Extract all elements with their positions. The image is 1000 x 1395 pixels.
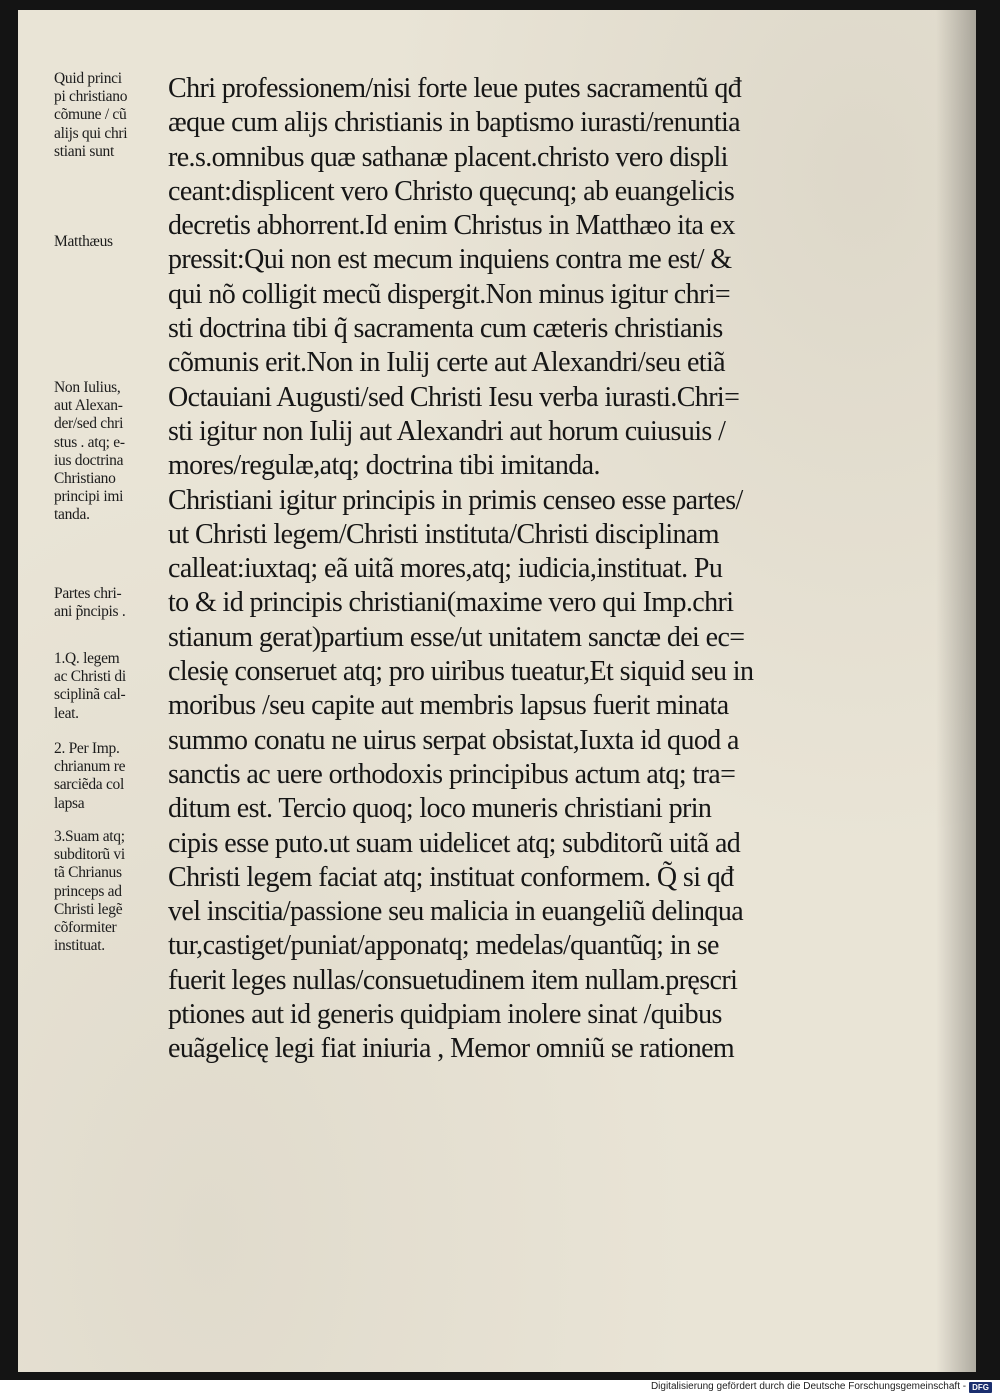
- margin-note-line: princeps ad: [54, 882, 122, 900]
- margin-note-line: tã Chrianus: [54, 864, 122, 882]
- margin-note-line: 3.Suam atq;: [54, 828, 125, 845]
- margin-note-line: Christi legẽ: [54, 900, 123, 918]
- text-line: ut Christi legem/Christi instituta/Christi disciplinam: [168, 518, 719, 550]
- text-line: re.s.omnibus quæ sathanæ placent.christo vero displi: [168, 141, 728, 173]
- text-line: ptiones aut id generis quidpiam inolere sinat /quibus: [168, 999, 722, 1031]
- margin-note-line: stus . atq; e-: [54, 433, 125, 451]
- margin-note-line: stiani sunt: [54, 142, 114, 160]
- main-text-block: [168, 72, 893, 1067]
- margin-note-line: 1.Q. legem: [54, 650, 120, 667]
- margin-note-line: instituat.: [54, 937, 105, 955]
- margin-note-line: Partes chri-: [54, 585, 122, 602]
- margin-note-line: subditorũ vi: [54, 846, 125, 864]
- book-page: [18, 10, 976, 1372]
- margin-note-line: sarciẽda col: [54, 776, 124, 794]
- text-line: cipis esse puto.ut suam uidelicet atq; subditorũ uitã ad: [168, 827, 741, 859]
- dfg-logo: DFG: [969, 1382, 992, 1393]
- text-line: stianum gerat)partium esse/ut unitatem sanctæ dei ec=: [168, 621, 745, 653]
- margin-note-line: pi christiano: [54, 88, 128, 106]
- margin-note-quid-principi: [54, 70, 194, 161]
- text-line: Chri professionem/nisi forte leue putes sacramentũ qđ: [168, 73, 742, 104]
- margin-note-point-2: [54, 740, 194, 813]
- margin-note-line: der/sed chri: [54, 415, 124, 433]
- text-line: to & id principis christiani(maxime vero qui Imp.chri: [168, 587, 734, 619]
- text-line: moribus /seu capite aut membris lapsus fuerit minata: [168, 690, 729, 722]
- funding-footer: [651, 1380, 992, 1394]
- text-line: sti igitur non Iulij aut Alexandri aut horum cuiusuis /: [168, 415, 726, 447]
- text-line: clesię conseruet atq; pro uiribus tueatur,Et siquid seu in: [168, 656, 754, 688]
- margin-note-line: Non Iulius,: [54, 379, 121, 396]
- text-line: qui nõ colligit mecũ dispergit.Non minus igitur chri=: [168, 278, 731, 310]
- text-line: decretis abhorrent.Id enim Christus in Matthæo ita ex: [168, 210, 735, 242]
- text-line: summo conatu ne uirus serpat obsistat,Iuxta id quod a: [168, 724, 739, 756]
- margin-note-line: principi imi: [54, 488, 124, 506]
- margin-note-line: ac Christi di: [54, 668, 126, 686]
- text-line: sti doctrina tibi q̃ sacramenta cum cæteris christianis: [168, 313, 723, 345]
- margin-note-line: leat.: [54, 704, 79, 722]
- margin-note-non-iulius: [54, 379, 194, 525]
- margin-note-line: 2. Per Imp.: [54, 740, 120, 757]
- text-line: ditum est. Tercio quoq; loco muneris christiani prin: [168, 793, 712, 825]
- margin-note-line: ius doctrina: [54, 451, 124, 469]
- text-line: Octauiani Augusti/sed Christi Iesu verba iurasti.Chri=: [168, 381, 740, 413]
- margin-note-line: sciplinã cal-: [54, 686, 126, 704]
- margin-note-line: alijs qui chri: [54, 124, 128, 142]
- margin-note-partes: [54, 585, 194, 621]
- text-line: sanctis ac uere orthodoxis principibus actum atq; tra=: [168, 758, 736, 790]
- margin-note-matthaeus: [54, 233, 194, 251]
- text-line: ceant:displicent vero Christo quęcunq; ab euangelicis: [168, 175, 735, 207]
- margin-note-line: chrianum re: [54, 758, 126, 776]
- margin-note-line: cõmune / cũ: [54, 106, 127, 124]
- text-line: Christiani igitur principis in primis censeo esse partes/: [168, 484, 743, 516]
- margin-note-line: aut Alexan-: [54, 397, 123, 415]
- text-line: pressit:Qui non est mecum inquiens contra me est/ &: [168, 244, 732, 276]
- text-line: mores/regulæ,atq; doctrina tibi imitanda.: [168, 450, 600, 482]
- text-line: æque cum alijs christianis in baptismo iurasti/renuntia: [168, 107, 741, 139]
- text-line: euãgelicę legi fiat iniuria , Memor omniũ se rationem: [168, 1033, 735, 1065]
- text-line: Christi legem faciat atq; instituat conformem. Q̃ si qđ: [168, 861, 734, 893]
- page-gutter-shadow: [936, 10, 976, 1372]
- margin-note-line: cõformiter: [54, 919, 117, 937]
- text-line: tur,castiget/puniat/apponatq; medelas/quantũq; in se: [168, 930, 719, 962]
- margin-note-point-3: [54, 828, 194, 955]
- text-line: fuerit leges nullas/consuetudinem item nullam.pręscri: [168, 964, 738, 996]
- funding-credit-text: Digitalisierung gefördert durch die Deutsche Forschungsgemeinschaft -: [650, 1381, 967, 1392]
- margin-note-line: Quid princi: [54, 70, 122, 87]
- margin-note-line: tanda.: [54, 506, 90, 524]
- text-line: calleat:iuxtaq; eã uitã mores,atq; iudicia,instituat. Pu: [168, 553, 723, 585]
- margin-note-line: Matthæus: [54, 233, 113, 250]
- margin-note-line: lapsa: [54, 794, 85, 812]
- text-line: cõmunis erit.Non in Iulij certe aut Alexandri/seu etiã: [168, 347, 725, 379]
- margin-note-point-1: [54, 650, 194, 723]
- text-line: vel inscitia/passione seu malicia in euangeliũ delinqua: [168, 896, 744, 928]
- margin-note-line: Christiano: [54, 470, 116, 488]
- margin-note-line: ani p̃ncipis .: [54, 603, 126, 621]
